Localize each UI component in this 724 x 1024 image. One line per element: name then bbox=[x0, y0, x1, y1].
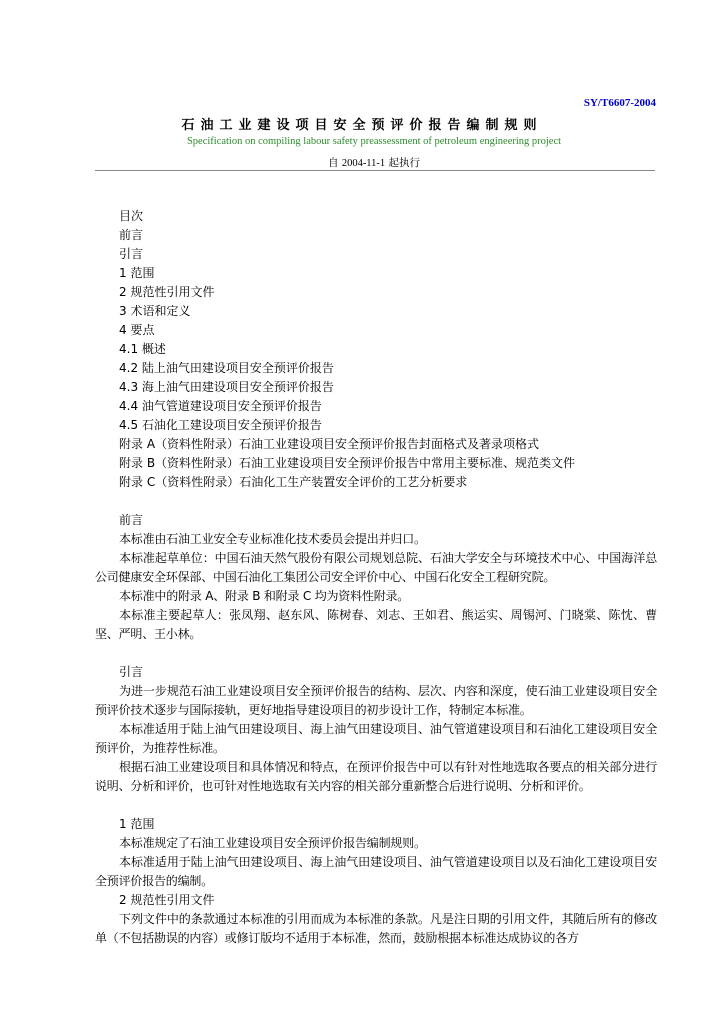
section-1-paragraph: 本标准适用于陆上油气田建设项目、海上油气田建设项目、油气管道建设项目以及石油化工建设项目安全预评价报告的编制。 bbox=[95, 855, 657, 888]
introduction-paragraph: 根据石油工业建设项目和具体情况和特点，在预评价报告中可以有针对性地选取各要点的相关部分进行说明、分析和评价，也可针对性地选取有关内容的相关部分重新整合后进行说明、分析和评价。 bbox=[95, 760, 657, 793]
effective-date: 2004-11-1 bbox=[341, 158, 386, 169]
introduction-heading: 引言 bbox=[119, 665, 144, 679]
toc-item: 4.2 陆上油气田建设项目安全预评价报告 bbox=[119, 361, 334, 375]
toc-item: 3 术语和定义 bbox=[119, 304, 191, 318]
toc-item: 4.4 油气管道建设项目安全预评价报告 bbox=[119, 399, 322, 413]
document-title: 石油工业建设项目安全预评价报告编制规则 bbox=[181, 118, 543, 133]
toc-item: 附录 A（资料性附录）石油工业建设项目安全预评价报告封面格式及著录项格式 bbox=[119, 437, 540, 451]
section-1-paragraph: 本标准规定了石油工业建设项目安全预评价报告编制规则。 bbox=[119, 836, 426, 850]
header-divider bbox=[95, 170, 655, 171]
document-body bbox=[95, 207, 657, 948]
foreword-paragraph: 本标准由石油工业安全专业标准化技术委员会提出并归口。 bbox=[119, 532, 426, 546]
section-1-heading: 1 范围 bbox=[119, 817, 155, 831]
foreword-paragraph: 本标准起草单位：中国石油天然气股份有限公司规划总院、石油大学安全与环境技术中心、中国海洋总公司健康安全环保部、中国石油化工集团公司安全评价中心、中国石化安全工程研究院。 bbox=[95, 551, 657, 584]
section-2-paragraph: 下列文件中的条款通过本标准的引用而成为本标准的条款。凡是注日期的引用文件，其随后所有的修改单（不包括勘误的内容）或修订版均不适用于本标准，然而，鼓励根据本标准达成协议的各方 bbox=[95, 912, 657, 945]
toc-item: 2 规范性引用文件 bbox=[119, 285, 215, 299]
document-code: SY/T6607-2004 bbox=[583, 97, 656, 109]
toc-item: 4.1 概述 bbox=[119, 342, 166, 356]
foreword-heading: 前言 bbox=[119, 513, 144, 527]
toc-item: 4 要点 bbox=[119, 323, 155, 337]
toc-item: 4.3 海上油气田建设项目安全预评价报告 bbox=[119, 380, 334, 394]
introduction-paragraph: 为进一步规范石油工业建设项目安全预评价报告的结构、层次、内容和深度，使石油工业建设项目安全预评价技术逐步与国际接轨，更好地指导建设项目的初步设计工作，特制定本标准。 bbox=[95, 684, 657, 717]
section-2-heading: 2 规范性引用文件 bbox=[119, 893, 215, 907]
toc-item: 附录 C（资料性附录）石油化工生产装置安全评价的工艺分析要求 bbox=[119, 475, 468, 489]
toc-item: 附录 B（资料性附录）石油工业建设项目安全预评价报告中常用主要标准、规范类文件 bbox=[119, 456, 576, 470]
effective-date-line bbox=[0, 155, 724, 170]
toc-title: 目次 bbox=[119, 209, 144, 223]
toc-item: 4.5 石油化工建设项目安全预评价报告 bbox=[119, 418, 322, 432]
effective-prefix: 自 bbox=[327, 157, 339, 169]
introduction-paragraph: 本标准适用于陆上油气田建设项目、海上油气田建设项目、油气管道建设项目和石油化工建设项目安全预评价，为推荐性标准。 bbox=[95, 722, 657, 755]
foreword-paragraph: 本标准主要起草人：张凤翔、赵东风、陈树春、刘志、王如君、熊运实、周锡河、门晓棠、陈忱、曹坚、严明、王小林。 bbox=[95, 608, 657, 641]
toc-item: 1 范围 bbox=[119, 266, 155, 280]
toc-item: 引言 bbox=[119, 247, 144, 261]
effective-suffix: 起执行 bbox=[388, 157, 421, 169]
document-title-english: Specification on compiling labour safety preassessment of petroleum engineering project bbox=[186, 136, 562, 147]
foreword-paragraph: 本标准中的附录 A、附录 B 和附录 C 均为资料性附录。 bbox=[119, 589, 410, 603]
toc-item: 前言 bbox=[119, 228, 144, 242]
